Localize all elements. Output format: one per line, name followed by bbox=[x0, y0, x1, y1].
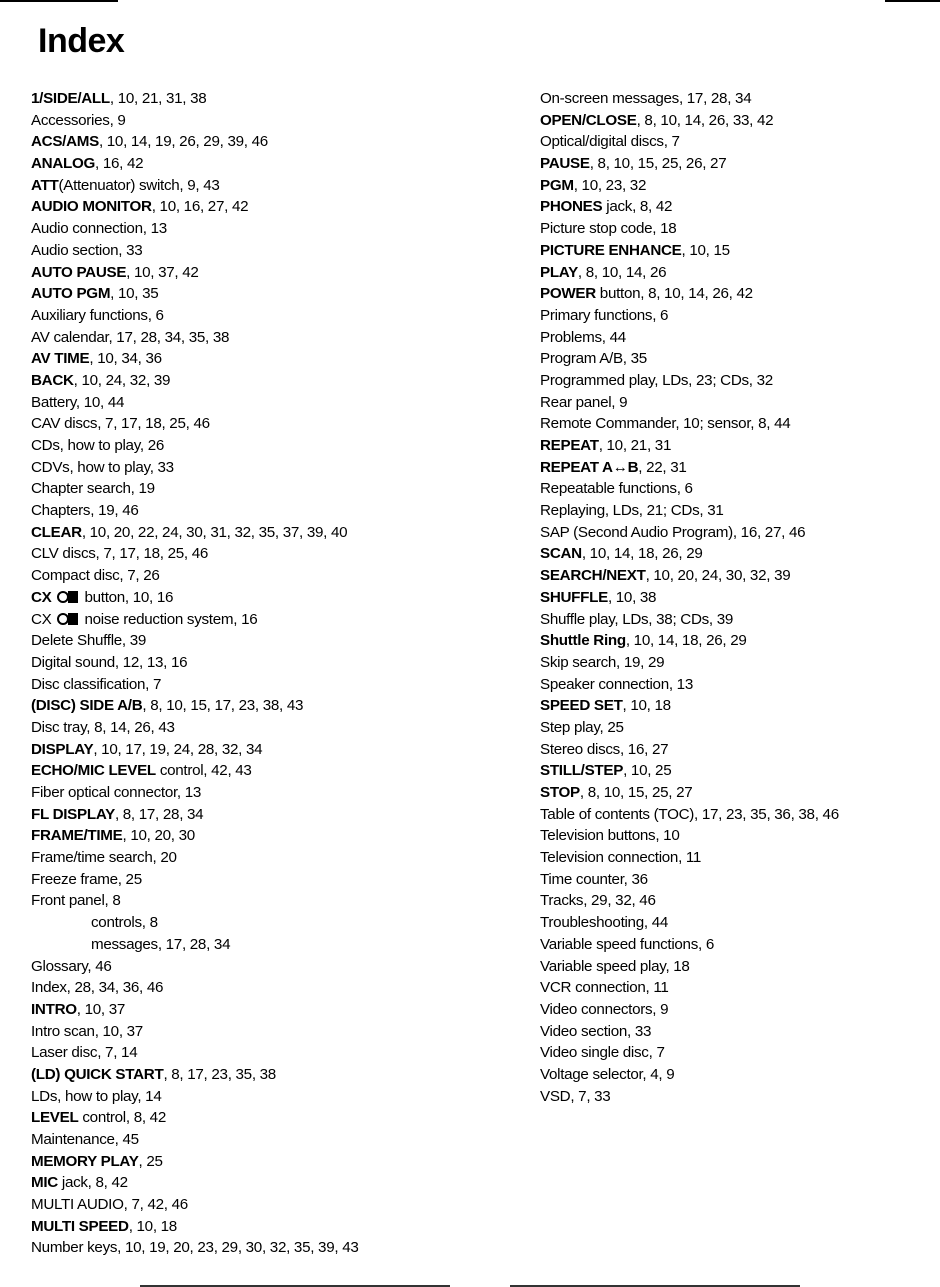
index-entry bbox=[31, 305, 501, 327]
index-text: Replaying, LDs, 21; CDs, 31 bbox=[540, 502, 724, 520]
index-entry bbox=[540, 88, 938, 110]
index-text: jack, 8, 42 bbox=[602, 198, 673, 216]
index-entry bbox=[540, 890, 938, 912]
index-text: , 25 bbox=[138, 1152, 163, 1170]
index-entry bbox=[31, 717, 501, 739]
index-text: control, 42, 43 bbox=[155, 762, 252, 780]
index-entry bbox=[540, 804, 938, 826]
index-text: LDs, how to play, 14 bbox=[31, 1087, 162, 1105]
index-entry bbox=[31, 609, 501, 631]
index-term: FRAME/TIME bbox=[31, 827, 123, 845]
index-entry bbox=[540, 262, 938, 284]
index-text: Primary functions, 6 bbox=[540, 306, 669, 324]
index-text: , 8, 17, 23, 35, 38 bbox=[163, 1065, 276, 1083]
index-text: , 16, 42 bbox=[95, 155, 144, 173]
index-text: Repeatable functions, 6 bbox=[540, 480, 693, 498]
index-entry bbox=[31, 630, 501, 652]
index-entry bbox=[31, 262, 501, 284]
index-term: (LD) QUICK START bbox=[31, 1065, 164, 1083]
index-entry bbox=[540, 348, 938, 370]
index-entry bbox=[31, 88, 501, 110]
index-text: Speaker connection, 13 bbox=[540, 675, 693, 693]
index-term: OPEN/CLOSE bbox=[540, 111, 637, 129]
index-entry bbox=[31, 110, 501, 132]
index-text: , 10, 18 bbox=[128, 1217, 177, 1235]
index-entry bbox=[540, 522, 938, 544]
index-entry bbox=[31, 695, 501, 717]
index-term: ATT bbox=[31, 176, 59, 194]
index-text: Variable speed play, 18 bbox=[540, 957, 690, 975]
index-text: Accessories, 9 bbox=[31, 111, 126, 129]
index-entry bbox=[31, 999, 501, 1021]
index-entry bbox=[540, 175, 938, 197]
index-entry bbox=[31, 674, 501, 696]
index-text: , 10, 37, 42 bbox=[126, 263, 199, 281]
index-text: , 8, 10, 14, 26, 33, 42 bbox=[636, 111, 774, 129]
index-text: Battery, 10, 44 bbox=[31, 393, 125, 411]
index-entry bbox=[31, 652, 501, 674]
index-term: SHUFFLE bbox=[540, 588, 608, 606]
index-text: jack, 8, 42 bbox=[57, 1174, 128, 1192]
index-text: , 10, 20, 24, 30, 32, 39 bbox=[645, 567, 791, 585]
index-entry bbox=[540, 1086, 938, 1108]
index-text: Remote Commander, 10; sensor, 8, 44 bbox=[540, 415, 791, 433]
index-text: VSD, 7, 33 bbox=[540, 1087, 611, 1105]
index-subentry bbox=[31, 934, 501, 956]
index-entry bbox=[31, 327, 501, 349]
index-entry bbox=[31, 240, 501, 262]
index-text: AV calendar, 17, 28, 34, 35, 38 bbox=[31, 328, 230, 346]
index-term: DISPLAY bbox=[31, 740, 94, 758]
index-text: , 10, 34, 36 bbox=[89, 350, 162, 368]
index-text: , 10, 20, 30 bbox=[122, 827, 195, 845]
index-entry bbox=[31, 1194, 501, 1216]
index-term: REPEAT A↔B bbox=[540, 458, 639, 476]
index-text: , 10, 24, 32, 39 bbox=[73, 371, 171, 389]
index-entry bbox=[31, 175, 501, 197]
index-text: , 22, 31 bbox=[638, 458, 687, 476]
index-entry bbox=[540, 153, 938, 175]
index-entry bbox=[540, 782, 938, 804]
index-text: button, 8, 10, 14, 26, 42 bbox=[595, 285, 753, 303]
index-entry bbox=[31, 869, 501, 891]
index-entry bbox=[31, 283, 501, 305]
index-text: , 10, 23, 32 bbox=[573, 176, 647, 194]
index-text: On-screen messages, 17, 28, 34 bbox=[540, 90, 752, 107]
index-term: AUTO PAUSE bbox=[31, 263, 127, 281]
index-entry bbox=[540, 457, 938, 479]
index-term: 1/SIDE/ALL bbox=[31, 90, 110, 107]
index-entry bbox=[540, 413, 938, 435]
index-entry bbox=[540, 435, 938, 457]
index-entry bbox=[540, 565, 938, 587]
index-term: PHONES bbox=[540, 198, 603, 216]
index-entry bbox=[31, 543, 501, 565]
index-entry bbox=[540, 695, 938, 717]
index-entry bbox=[540, 825, 938, 847]
index-text: Disc tray, 8, 14, 26, 43 bbox=[31, 718, 175, 736]
index-text: Optical/digital discs, 7 bbox=[540, 133, 680, 151]
index-entry bbox=[31, 1151, 501, 1173]
index-term: ECHO/MIC LEVEL bbox=[31, 762, 156, 780]
index-text: Disc classification, 7 bbox=[31, 675, 162, 693]
index-entry bbox=[31, 1172, 501, 1194]
index-term: AUTO PGM bbox=[31, 285, 111, 303]
index-entry bbox=[540, 717, 938, 739]
index-text: , 10, 37 bbox=[76, 1000, 126, 1018]
index-text: , 10, 35 bbox=[110, 285, 159, 303]
index-text: Glossary, 46 bbox=[31, 957, 112, 975]
index-entry bbox=[540, 1021, 938, 1043]
index-term: SCAN bbox=[540, 545, 582, 563]
index-term: ACS/AMS bbox=[31, 133, 99, 151]
index-entry bbox=[31, 890, 501, 912]
index-entry bbox=[31, 1237, 501, 1259]
index-text: Time counter, 36 bbox=[540, 870, 648, 888]
index-entry bbox=[540, 1064, 938, 1086]
index-text: CAV discs, 7, 17, 18, 25, 46 bbox=[31, 415, 210, 433]
index-entry bbox=[31, 1064, 501, 1086]
index-term: AV TIME bbox=[31, 350, 90, 368]
index-text: Freeze frame, 25 bbox=[31, 870, 142, 888]
index-text: , 10, 20, 22, 24, 30, 31, 32, 35, 37, 39, 40 bbox=[81, 523, 348, 541]
index-entry bbox=[31, 739, 501, 761]
index-text: , 8, 10, 15, 25, 26, 27 bbox=[589, 155, 727, 173]
index-term: MULTI SPEED bbox=[31, 1217, 129, 1235]
cx-logo-icon bbox=[57, 590, 79, 604]
index-entry bbox=[540, 110, 938, 132]
index-text: Intro scan, 10, 37 bbox=[31, 1022, 143, 1040]
index-text: Variable speed functions, 6 bbox=[540, 935, 714, 953]
index-entry bbox=[540, 847, 938, 869]
index-text: Rear panel, 9 bbox=[540, 393, 628, 411]
index-text: Video section, 33 bbox=[540, 1022, 652, 1040]
index-term: AUDIO MONITOR bbox=[31, 198, 152, 216]
index-text: , 10, 21, 31 bbox=[598, 437, 672, 454]
index-term: CX bbox=[31, 588, 52, 606]
index-term: PAUSE bbox=[540, 155, 590, 173]
index-term: LEVEL bbox=[31, 1109, 79, 1127]
index-text: , 8, 10, 15, 17, 23, 38, 43 bbox=[142, 697, 304, 715]
index-text: Television buttons, 10 bbox=[540, 827, 680, 845]
index-entry bbox=[31, 825, 501, 847]
index-text: Digital sound, 12, 13, 16 bbox=[31, 653, 188, 671]
index-text: , 10, 14, 19, 26, 29, 39, 46 bbox=[98, 133, 268, 151]
index-text: Video single disc, 7 bbox=[540, 1044, 665, 1062]
index-entry bbox=[540, 760, 938, 782]
index-text: Step play, 25 bbox=[540, 718, 624, 736]
index-entry bbox=[540, 999, 938, 1021]
index-text: MULTI AUDIO, 7, 42, 46 bbox=[31, 1196, 188, 1214]
index-text: Television connection, 11 bbox=[540, 849, 702, 867]
index-entry bbox=[540, 370, 938, 392]
index-text: Front panel, 8 bbox=[31, 892, 121, 910]
index-text: Skip search, 19, 29 bbox=[540, 653, 665, 671]
index-entry bbox=[540, 218, 938, 240]
index-entry bbox=[540, 587, 938, 609]
index-term: SPEED SET bbox=[540, 697, 623, 715]
index-text: Compact disc, 7, 26 bbox=[31, 567, 160, 585]
index-entry bbox=[540, 609, 938, 631]
index-entry bbox=[31, 565, 501, 587]
index-text: Maintenance, 45 bbox=[31, 1131, 139, 1148]
index-text: , 10, 15 bbox=[681, 241, 730, 259]
index-text: Video connectors, 9 bbox=[540, 1000, 669, 1018]
index-term: PGM bbox=[540, 176, 574, 194]
index-term: INTRO bbox=[31, 1000, 77, 1018]
index-text: Number keys, 10, 19, 20, 23, 29, 30, 32, 35, 39, 43 bbox=[31, 1239, 359, 1257]
index-term: STOP bbox=[540, 784, 580, 801]
index-text: Audio section, 33 bbox=[31, 241, 143, 259]
index-term: BACK bbox=[31, 371, 74, 389]
index-term: POWER bbox=[540, 285, 596, 303]
index-text: Chapters, 19, 46 bbox=[31, 502, 139, 520]
index-entry bbox=[540, 327, 938, 349]
index-text: , 10, 21, 31, 38 bbox=[109, 90, 207, 107]
index-text: control, 8, 42 bbox=[78, 1109, 166, 1127]
index-term: SEARCH/NEXT bbox=[540, 567, 646, 585]
index-entry bbox=[31, 478, 501, 500]
index-entry bbox=[540, 652, 938, 674]
index-entry bbox=[540, 956, 938, 978]
index-entry bbox=[31, 1216, 501, 1238]
index-text: Auxiliary functions, 6 bbox=[31, 306, 164, 324]
index-entry bbox=[540, 977, 938, 999]
index-entry bbox=[540, 543, 938, 565]
index-text: Frame/time search, 20 bbox=[31, 849, 177, 867]
index-entry bbox=[540, 478, 938, 500]
index-entry bbox=[31, 977, 501, 999]
index-text: noise reduction system, 16 bbox=[84, 610, 258, 628]
index-text: Tracks, 29, 32, 46 bbox=[540, 892, 656, 910]
index-entry bbox=[31, 847, 501, 869]
index-text: Problems, 44 bbox=[540, 328, 626, 346]
index-column-left bbox=[31, 88, 501, 1259]
index-entry bbox=[31, 392, 501, 414]
index-entry bbox=[31, 1086, 501, 1108]
index-text: , 10, 38 bbox=[607, 588, 657, 606]
cx-logo-icon bbox=[57, 612, 79, 626]
index-entry bbox=[31, 370, 501, 392]
index-entry bbox=[31, 956, 501, 978]
index-text: Table of contents (TOC), 17, 23, 35, 36, 38, 46 bbox=[540, 805, 839, 823]
index-entry bbox=[31, 1129, 501, 1151]
index-text: , 8, 17, 28, 34 bbox=[114, 805, 204, 823]
index-entry bbox=[540, 196, 938, 218]
index-entry bbox=[31, 413, 501, 435]
index-entry bbox=[540, 392, 938, 414]
index-text: Program A/B, 35 bbox=[540, 350, 647, 368]
index-entry bbox=[540, 630, 938, 652]
index-text: , 8, 10, 15, 25, 27 bbox=[579, 784, 693, 801]
index-entry bbox=[31, 196, 501, 218]
index-text: Index, 28, 34, 36, 46 bbox=[31, 979, 164, 997]
index-text: , 10, 17, 19, 24, 28, 32, 34 bbox=[93, 740, 263, 758]
index-entry bbox=[31, 348, 501, 370]
index-entry bbox=[540, 131, 938, 153]
index-text: , 10, 14, 18, 26, 29 bbox=[581, 545, 703, 563]
index-entry bbox=[31, 457, 501, 479]
index-entry bbox=[31, 1042, 501, 1064]
page-title: Index bbox=[38, 22, 125, 60]
index-text: SAP (Second Audio Program), 16, 27, 46 bbox=[540, 523, 806, 541]
index-text: Troubleshooting, 44 bbox=[540, 914, 668, 932]
index-entry bbox=[31, 522, 501, 544]
index-entry bbox=[540, 240, 938, 262]
index-entry bbox=[540, 500, 938, 522]
index-entry bbox=[31, 435, 501, 457]
index-text: CDs, how to play, 26 bbox=[31, 437, 165, 454]
index-text: (Attenuator) switch, 9, 43 bbox=[58, 176, 220, 194]
index-term: REPEAT bbox=[540, 437, 599, 454]
index-entry bbox=[31, 760, 501, 782]
index-text: messages, 17, 28, 34 bbox=[91, 935, 231, 953]
index-term: Shuttle Ring bbox=[540, 632, 626, 650]
index-text: Picture stop code, 18 bbox=[540, 220, 677, 238]
index-column-right bbox=[540, 88, 938, 1107]
index-entry bbox=[31, 1107, 501, 1129]
index-text: Fiber optical connector, 13 bbox=[31, 784, 202, 801]
index-term: STILL/STEP bbox=[540, 762, 624, 780]
index-text: , 10, 25 bbox=[623, 762, 672, 780]
index-entry bbox=[540, 739, 938, 761]
index-text: Audio connection, 13 bbox=[31, 220, 167, 238]
index-entry bbox=[540, 1042, 938, 1064]
scan-edge-top bbox=[0, 0, 940, 3]
index-text: Programmed play, LDs, 23; CDs, 32 bbox=[540, 371, 773, 389]
index-entry bbox=[31, 804, 501, 826]
index-entry bbox=[540, 912, 938, 934]
index-entry bbox=[540, 283, 938, 305]
index-entry bbox=[31, 587, 501, 609]
index-text: Voltage selector, 4, 9 bbox=[540, 1065, 675, 1083]
index-text: Shuffle play, LDs, 38; CDs, 39 bbox=[540, 610, 734, 628]
index-text: Stereo discs, 16, 27 bbox=[540, 740, 669, 758]
index-text: , 10, 18 bbox=[622, 697, 671, 715]
index-entry bbox=[31, 782, 501, 804]
index-text: controls, 8 bbox=[91, 914, 158, 932]
index-term: PLAY bbox=[540, 263, 578, 281]
index-term: (DISC) SIDE A/B bbox=[31, 697, 143, 715]
index-entry bbox=[31, 218, 501, 240]
index-entry bbox=[31, 1021, 501, 1043]
index-entry bbox=[31, 153, 501, 175]
index-text: Delete Shuffle, 39 bbox=[31, 632, 147, 650]
index-text: , 8, 10, 14, 26 bbox=[577, 263, 667, 281]
index-text: CDVs, how to play, 33 bbox=[31, 458, 174, 476]
index-entry bbox=[31, 500, 501, 522]
index-term: FL DISPLAY bbox=[31, 805, 115, 823]
index-term: CLEAR bbox=[31, 523, 82, 541]
index-text: Laser disc, 7, 14 bbox=[31, 1044, 138, 1062]
index-term: MEMORY PLAY bbox=[31, 1152, 139, 1170]
index-text: CX bbox=[31, 610, 52, 628]
index-entry bbox=[540, 869, 938, 891]
index-term: MIC bbox=[31, 1174, 58, 1192]
index-text: , 10, 14, 18, 26, 29 bbox=[625, 632, 747, 650]
index-entry bbox=[31, 131, 501, 153]
index-text: VCR connection, 11 bbox=[540, 979, 669, 997]
index-text: , 10, 16, 27, 42 bbox=[151, 198, 249, 216]
index-entry bbox=[540, 934, 938, 956]
index-entry bbox=[540, 674, 938, 696]
index-text: CLV discs, 7, 17, 18, 25, 46 bbox=[31, 545, 209, 563]
index-text: Chapter search, 19 bbox=[31, 480, 155, 498]
index-term: ANALOG bbox=[31, 155, 96, 173]
index-subentry bbox=[31, 912, 501, 934]
index-text: button, 10, 16 bbox=[84, 588, 174, 606]
index-entry bbox=[540, 305, 938, 327]
index-term: PICTURE ENHANCE bbox=[540, 241, 682, 259]
